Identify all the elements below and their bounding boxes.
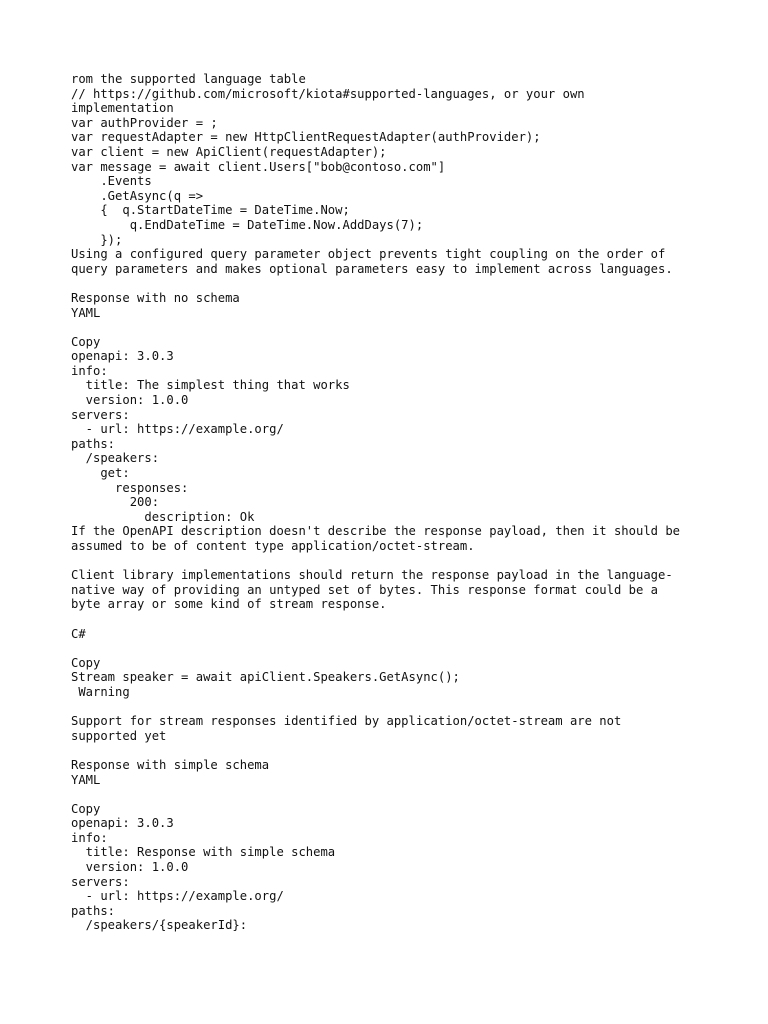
- text-line: openapi: 3.0.3: [71, 816, 174, 831]
- text-line: byte array or some kind of stream response.: [71, 597, 387, 612]
- text-line: var message = await client.Users["bob@contoso.com"]: [71, 159, 446, 174]
- text-line: title: The simplest thing that works: [71, 378, 350, 393]
- text-line: { q.StartDateTime = DateTime.Now;: [71, 203, 350, 218]
- text-line: [71, 320, 751, 335]
- text-line: [71, 612, 751, 627]
- text-line: query parameters and makes optional parameters easy to implement across languages.: [71, 261, 673, 276]
- text-line: version: 1.0.0: [71, 860, 189, 875]
- text-line: Copy: [71, 334, 101, 349]
- text-line: If the OpenAPI description doesn't describe the response payload, then it should be: [71, 524, 681, 539]
- text-line: // https://github.com/microsoft/kiota#supported-languages, or your own: [71, 86, 585, 101]
- text-line: Client library implementations should return the response payload in the language-: [71, 568, 673, 583]
- text-line: 200:: [71, 495, 160, 510]
- document-page: [71, 72, 751, 933]
- text-line: [71, 743, 751, 758]
- text-line: title: Response with simple schema: [71, 845, 336, 860]
- text-line: native way of providing an untyped set of bytes. This response format could be a: [71, 582, 658, 597]
- text-line: Warning: [71, 684, 130, 699]
- text-line: - url: https://example.org/: [71, 889, 284, 904]
- text-line: supported yet: [71, 728, 167, 743]
- text-line: var client = new ApiClient(requestAdapter);: [71, 144, 387, 159]
- text-line: description: Ok: [71, 509, 255, 524]
- text-line: Support for stream responses identified by application/octet-stream are not: [71, 714, 622, 729]
- text-line: /speakers:: [71, 451, 160, 466]
- text-line: q.EndDateTime = DateTime.Now.AddDays(7);: [71, 217, 424, 232]
- text-line: - url: https://example.org/: [71, 422, 284, 437]
- text-line: Stream speaker = await apiClient.Speakers.GetAsync();: [71, 670, 460, 685]
- text-line: Response with simple schema: [71, 757, 270, 772]
- text-line: servers:: [71, 874, 130, 889]
- text-line: [71, 276, 751, 291]
- text-line: responses:: [71, 480, 189, 495]
- text-line: Using a configured query parameter object prevents tight coupling on the order of: [71, 247, 666, 262]
- text-line: Copy: [71, 655, 101, 670]
- text-line: openapi: 3.0.3: [71, 349, 174, 364]
- text-line: implementation: [71, 101, 174, 116]
- text-line: .GetAsync(q =>: [71, 188, 204, 203]
- text-line: paths:: [71, 903, 116, 918]
- text-line: [71, 554, 751, 569]
- text-line: YAML: [71, 305, 101, 320]
- text-line: });: [71, 232, 123, 247]
- text-line: [71, 641, 751, 656]
- text-line: rom the supported language table: [71, 72, 306, 86]
- text-line: get:: [71, 466, 130, 481]
- text-line: C#: [71, 626, 86, 641]
- text-line: .Events: [71, 174, 152, 189]
- text-line: assumed to be of content type application/octet-stream.: [71, 539, 475, 553]
- text-line: servers:: [71, 407, 130, 422]
- text-line: Response with no schema: [71, 290, 240, 305]
- text-line: var requestAdapter = new HttpClientRequestAdapter(authProvider);: [71, 130, 541, 145]
- text-line: version: 1.0.0: [71, 393, 189, 408]
- text-line: var authProvider = ;: [71, 115, 218, 130]
- text-line: [71, 700, 751, 715]
- text-line: info:: [71, 830, 108, 845]
- text-line: info:: [71, 363, 108, 378]
- text-line: Copy: [71, 801, 101, 816]
- text-line: [71, 787, 751, 802]
- text-line: paths:: [71, 436, 116, 451]
- text-line: YAML: [71, 772, 101, 787]
- text-line: /speakers/{speakerId}:: [71, 918, 248, 933]
